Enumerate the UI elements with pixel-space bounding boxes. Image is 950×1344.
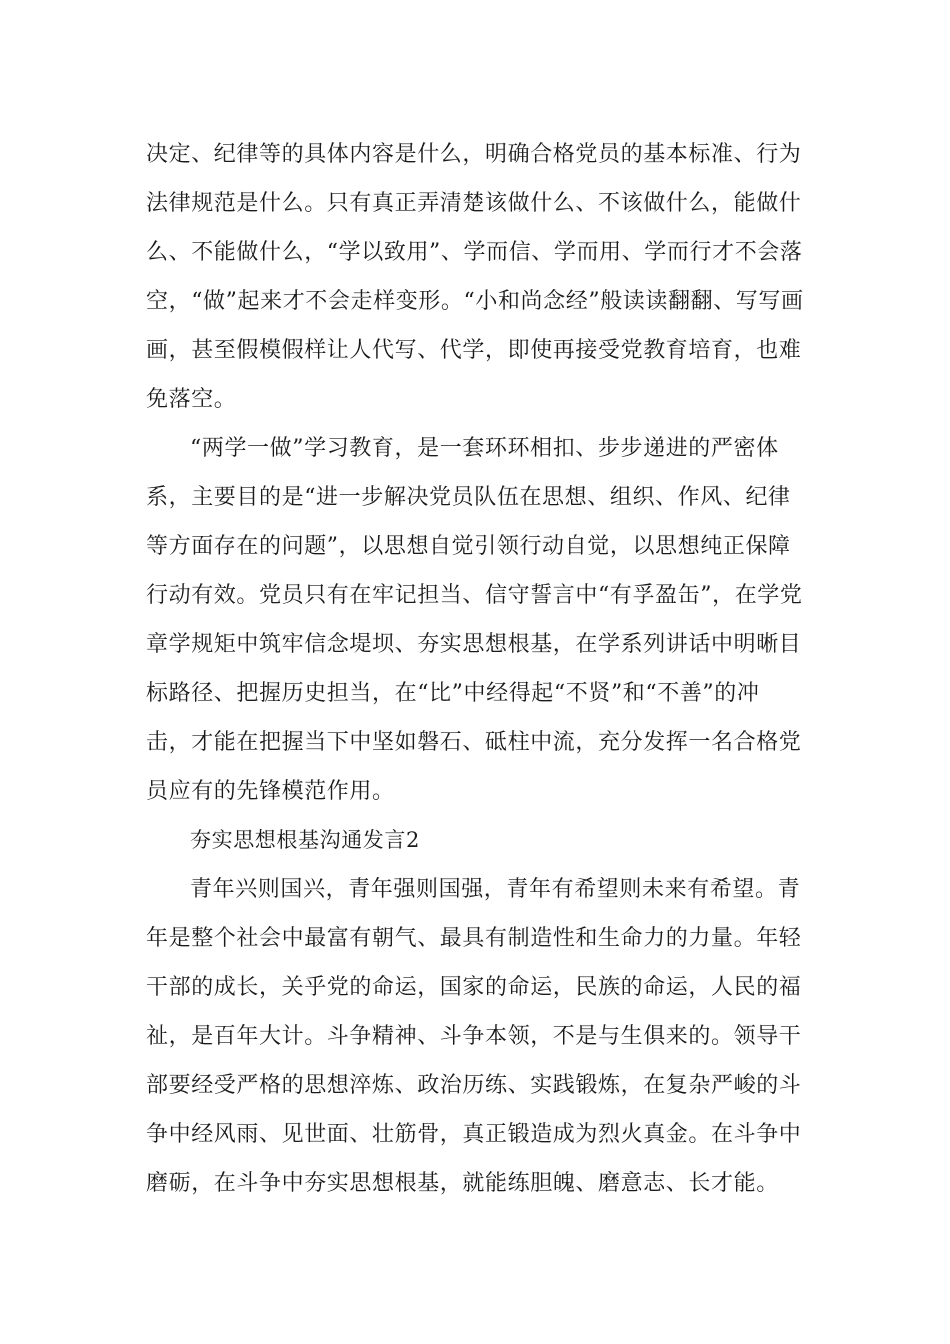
paragraph-two-study-one-do: “两学一做”学习教育，是一套环环相扣、步步递进的严密体系，主要目的是“进一步解决党员队伍在思想、组织、作风、纪律等方面存在的问题”，以思想自觉引领行动自觉，以思想纯正保障行动有效。党员只有在牢记担当、信守誓言中“有孚盈缶”，在学党章学规矩中筑牢信念堤坝、夯实思想根基，在学系列讲话中明晰目标路径、把握历史担当，在“比”中经得起“不贤”和“不善”的冲击，才能在把握当下中坚如磐石、砥柱中流，充分发挥一名合格党员应有的先锋模范作用。: [146, 436, 803, 804]
document-body: [146, 130, 804, 1208]
section-heading: 夯实思想根基沟通发言2: [190, 828, 420, 852]
paragraph-youth: 青年兴则国兴，青年强则国强，青年有希望则未来有希望。青年是整个社会中最富有朝气、最具有制造性和生命力的力量。年轻干部的成长，关乎党的命运，国家的命运，民族的命运，人民的福祉，是百年大计。斗争精神、斗争本领，不是与生俱来的。领导干部要经受严格的思想淬炼、政治历练、实践锻炼，在复杂严峻的斗争中经风雨、见世面、壮筋骨，真正锻造成为烈火真金。在斗争中磨砺，在斗争中夯实思想根基，就能练胆魄、磨意志、长才能。: [146, 877, 802, 1196]
paragraph-continuation: 决定、纪律等的具体内容是什么，明确合格党员的基本标准、行为法律规范是什么。只有真正弄清楚该做什么、不该做什么，能做什么、不能做什么，“学以致用”、学而信、学而用、学而行才不会落空，“做”起来才不会走样变形。“小和尚念经”般读读翻翻、写写画画，甚至假模假样让人代写、代学，即使再接受党教育培育，也难免落空。: [146, 142, 804, 412]
